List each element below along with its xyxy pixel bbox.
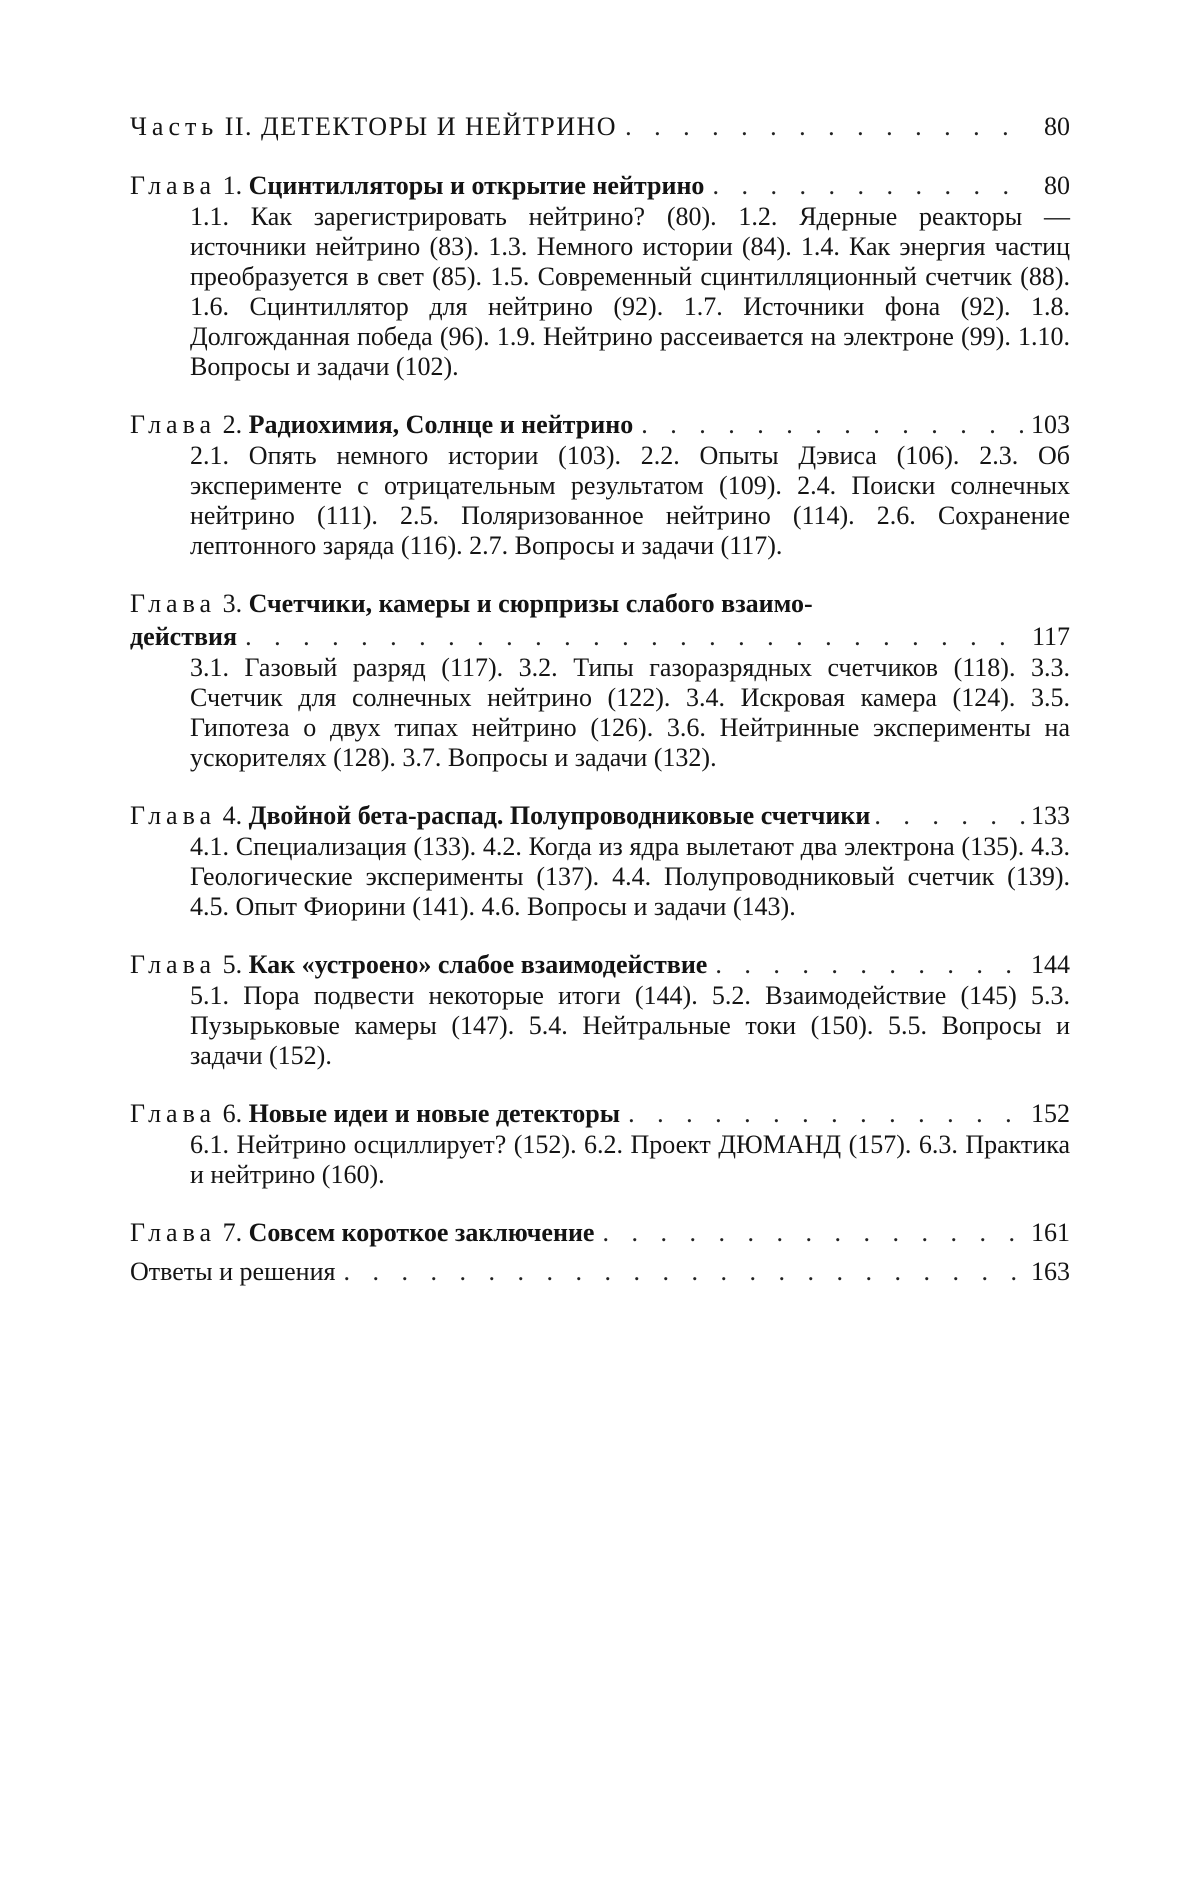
chapter-label: Глава <box>130 801 217 830</box>
chapter-sections: 5.1. Пора подвести некоторые итоги (144). 5.2. Взаимодействие (145) 5.3. Пузырьковые камеры (147). 5.4. Нейтральные токи (150). 5.5. Вопросы и задачи (152). <box>190 981 1070 1070</box>
chapter-title-continuation: действия <box>130 622 238 651</box>
chapter-number: 1. <box>222 171 243 200</box>
chapter-heading <box>130 169 1070 202</box>
chapter-title: Двойной бета-распад. Полупроводниковые счетчики <box>248 801 871 830</box>
chapter-title: Как «устроено» слабое взаимодействие <box>248 950 708 979</box>
chapter-number: 2. <box>222 410 243 439</box>
chapter-heading <box>130 1097 1070 1130</box>
chapter-heading-line2 <box>130 620 1070 653</box>
chapter-page: 80 <box>1044 171 1070 200</box>
chapter-page: 103 <box>1031 410 1070 439</box>
chapter-sections: 3.1. Газовый разряд (117). 3.2. Типы газоразрядных счетчиков (118). 3.3. Счетчик для солнечных нейтрино (122). 3.4. Искровая камера (124). 3.5. Гипотеза о двух типах нейтрино (126). 3.6. Нейтринные эксперименты на ускорителях (128). 3.7. Вопросы и задачи (132). <box>190 653 1070 772</box>
chapter-title: Сцинтилляторы и открытие нейтрино <box>248 171 705 200</box>
part-page: 80 <box>1044 112 1070 141</box>
chapter-title: Новые идеи и новые детекторы <box>248 1099 621 1128</box>
leader-dots <box>712 169 1024 202</box>
chapter-number: 5. <box>222 950 243 979</box>
chapter-number: 7. <box>222 1218 243 1247</box>
chapter-number: 3. <box>222 589 243 618</box>
chapter-label: Глава <box>130 950 217 979</box>
chapter-page: 117 <box>1031 622 1070 651</box>
answers-title: Ответы и решения <box>130 1257 336 1286</box>
chapter-sections: 2.1. Опять немного истории (103). 2.2. Опыты Дэвиса (106). 2.3. Об эксперименте с отрицательным результатом (109). 2.4. Поиски солнечных нейтрино (111). 2.5. Поляризованное нейтрино (114). 2.6. Сохранение лептонного заряда (116). 2.7. Вопросы и задачи (117). <box>190 441 1070 560</box>
chapter-title: Радиохимия, Солнце и нейтрино <box>248 410 634 439</box>
chapter-6 <box>130 1097 1070 1190</box>
part-title: II. ДЕТЕКТОРЫ И НЕЙТРИНО <box>224 112 618 141</box>
leader-dots <box>715 948 1023 981</box>
chapter-number: 6. <box>222 1099 243 1128</box>
chapter-sections: 1.1. Как зарегистрировать нейтрино? (80). 1.2. Ядерные реакторы — источники нейтрино (83). 1.3. Немного истории (84). 1.4. Как энергия частиц преобразуется в свет (85). 1.5. Современный сцинтилляционный счетчик (88). 1.6. Сцинтиллятор для нейтрино (92). 1.7. Источники фона (92). 1.8. Долгожданная победа (96). 1.9. Нейтрино рассеивается на электроне (99). 1.10. Вопросы и задачи (102). <box>190 202 1070 381</box>
chapter-heading <box>130 408 1070 441</box>
chapter-sections: 4.1. Специализация (133). 4.2. Когда из ядра вылетают два электрона (135). 4.3. Геологические эксперименты (137). 4.4. Полупроводниковый счетчик (139). 4.5. Опыт Фиорини (141). 4.6. Вопросы и задачи (143). <box>190 832 1070 921</box>
leader-dots <box>245 620 1024 653</box>
chapter-page: 144 <box>1031 950 1070 979</box>
answers-page: 163 <box>1031 1257 1070 1286</box>
chapter-7 <box>130 1216 1070 1249</box>
part-heading <box>130 110 1070 143</box>
chapter-title: Счетчики, камеры и сюрпризы слабого взаимо- <box>248 589 813 618</box>
chapter-title: Совсем короткое заключение <box>248 1218 595 1247</box>
chapter-label: Глава <box>130 589 217 618</box>
part-label: Часть <box>130 112 219 141</box>
leader-dots <box>625 110 1024 143</box>
chapter-3 <box>130 587 1070 773</box>
leader-dots <box>602 1216 1023 1249</box>
chapter-sections: 6.1. Нейтрино осциллирует? (152). 6.2. Проект ДЮМАНД (157). 6.3. Практика и нейтрино (160). <box>190 1130 1070 1189</box>
table-of-contents <box>130 110 1070 1288</box>
chapter-label: Глава <box>130 410 217 439</box>
chapter-5 <box>130 948 1070 1071</box>
chapter-label: Глава <box>130 1099 217 1128</box>
leader-dots <box>628 1097 1023 1130</box>
chapter-number: 4. <box>222 801 243 830</box>
chapter-page: 152 <box>1031 1099 1070 1128</box>
chapter-4 <box>130 799 1070 922</box>
chapter-heading <box>130 948 1070 981</box>
chapter-label: Глава <box>130 171 217 200</box>
leader-dots <box>343 1255 1023 1288</box>
leader-dots <box>641 408 1023 441</box>
chapter-label: Глава <box>130 1218 217 1247</box>
chapter-page: 133 <box>1031 801 1070 830</box>
chapter-heading-line1 <box>130 587 1070 620</box>
chapter-page: 161 <box>1031 1218 1070 1247</box>
chapter-heading <box>130 799 1070 832</box>
answers-entry <box>130 1255 1070 1288</box>
chapter-2 <box>130 408 1070 561</box>
chapter-1 <box>130 169 1070 382</box>
leader-dots <box>874 799 1027 832</box>
